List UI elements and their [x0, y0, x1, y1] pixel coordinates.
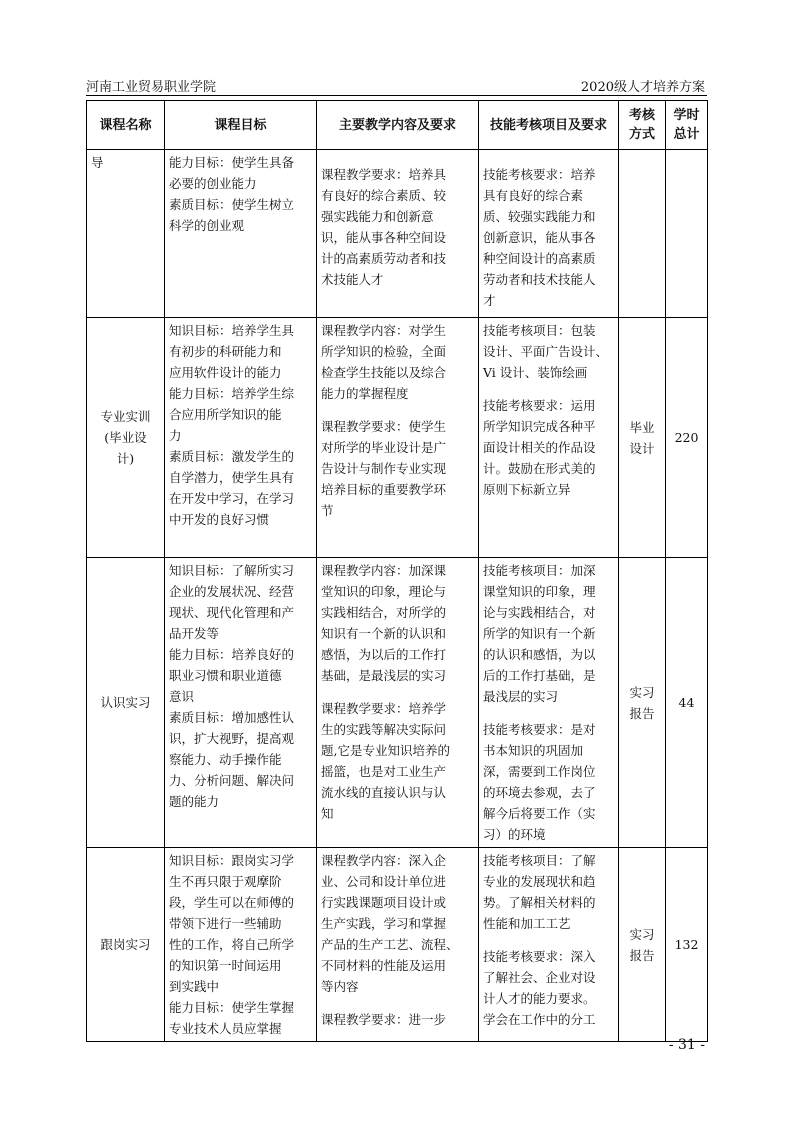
content-cell: 课程教学要求：培养具 有良好的综合素质、较 强实践能力和创新意 识，能从事各种空间设 计的高素质劳动者和技 术技能人才	[317, 150, 479, 318]
hours-cell	[666, 150, 708, 318]
table-row	[87, 150, 708, 318]
course-name-cell: 专业实训 (毕业设 计)	[87, 318, 165, 558]
content-cell: 课程教学内容：深入企 业、公司和设计单位进 行实践课题项目设计或 生产实践，学习和掌握 产品的生产工艺、流程、 不同材料的性能及运用 等内容 课程教学要求：进一步	[317, 848, 479, 1042]
column-header-hours: 学时 总计	[666, 101, 708, 150]
hours-cell: 132	[666, 848, 708, 1042]
header-divider	[86, 95, 707, 96]
skill-cell: 技能考核项目：包装 设计、平面广告设计、 Vi 设计、装饰绘画 技能考核要求：运用 所学知识完成各种平 面设计相关的作品设 计。鼓励在形式美的 原则下标新立异	[479, 318, 619, 558]
table-row	[87, 558, 708, 848]
skill-cell: 技能考核项目：了解 专业的发展现状和趋 势。了解相关材料的 性能和加工工艺 技能考核要求：深入 了解社会、企业对设 计人才的能力要求。 学会在工作中的分工	[479, 848, 619, 1042]
content-cell: 课程教学内容：加深课 堂知识的印象，理论与 实践相结合，对所学的 知识有一个新的认识和 感悟，为以后的工作打 基础，是最浅层的实习 课程教学要求：培养学 生的实践等解决实际问 题,它是专业知识培养的 摇篮，也是对工业生产 流水线的直接认识与认 知	[317, 558, 479, 848]
table-header-row	[87, 101, 708, 150]
column-header-content: 主要教学内容及要求	[317, 101, 479, 150]
method-cell	[619, 150, 666, 318]
course-name-cell: 跟岗实习	[87, 848, 165, 1042]
hours-cell: 220	[666, 318, 708, 558]
course-goal-cell: 知识目标：了解所实习 企业的发展状况、经营 现状、现代化管理和产 品开发等 能力目标：培养良好的 职业习惯和职业道德 意识 素质目标：增加感性认 识，扩大视野，提高观 察能力、动手操作能 力、分析问题、解决问 题的能力	[165, 558, 317, 848]
column-header-skill: 技能考核项目及要求	[479, 101, 619, 150]
course-goal-cell: 能力目标：使学生具备 必要的创业能力 素质目标：使学生树立 科学的创业观	[165, 150, 317, 318]
table-row	[87, 318, 708, 558]
header-plan-title: 2020级人才培养方案	[580, 80, 705, 95]
page-number: - 31 -	[668, 1037, 705, 1053]
method-cell: 实习 报告	[619, 558, 666, 848]
hours-cell: 44	[666, 558, 708, 848]
course-goal-cell: 知识目标：跟岗实习学 生不再只限于观摩阶 段，学生可以在师傅的 带领下进行一些辅助 性的工作，将自己所学 的知识第一时间运用 到实践中 能力目标：使学生掌握 专业技术人员应掌握	[165, 848, 317, 1042]
course-goal-cell: 知识目标：培养学生具 有初步的科研能力和 应用软件设计的能力 能力目标：培养学生综 合应用所学知识的能 力 素质目标：激发学生的 自学潜力，使学生具有 在开发中学习，在学习 中开发的良好习惯	[165, 318, 317, 558]
column-header-method: 考核 方式	[619, 101, 666, 150]
table-row	[87, 848, 708, 1042]
header-school-name: 河南工业贸易职业学院	[86, 80, 217, 95]
content-cell: 课程教学内容：对学生 所学知识的检验，全面 检查学生技能以及综合 能力的掌握程度 课程教学要求：使学生 对所学的毕业设计是广 告设计与制作专业实现 培养目标的重要教学环 节	[317, 318, 479, 558]
column-header-course-goal: 课程目标	[165, 101, 317, 150]
method-cell: 实习 报告	[619, 848, 666, 1042]
course-table	[86, 100, 708, 1042]
course-name-cell: 认识实习	[87, 558, 165, 848]
course-name-cell: 导	[87, 150, 165, 318]
skill-cell: 技能考核要求：培养 具有良好的综合素 质、较强实践能力和 创新意识，能从事各 种空间设计的高素质 劳动者和技术技能人 才	[479, 150, 619, 318]
skill-cell: 技能考核项目：加深 课堂知识的印象，理 论与实践相结合，对 所学的知识有一个新 的认识和感悟，为以 后的工作打基础，是 最浅层的实习 技能考核要求：是对 书本知识的巩固加 深，需要到工作岗位 的环境去参观，去了 解今后将要工作（实 习）的环境	[479, 558, 619, 848]
column-header-course-name: 课程名称	[87, 101, 165, 150]
method-cell: 毕业 设计	[619, 318, 666, 558]
